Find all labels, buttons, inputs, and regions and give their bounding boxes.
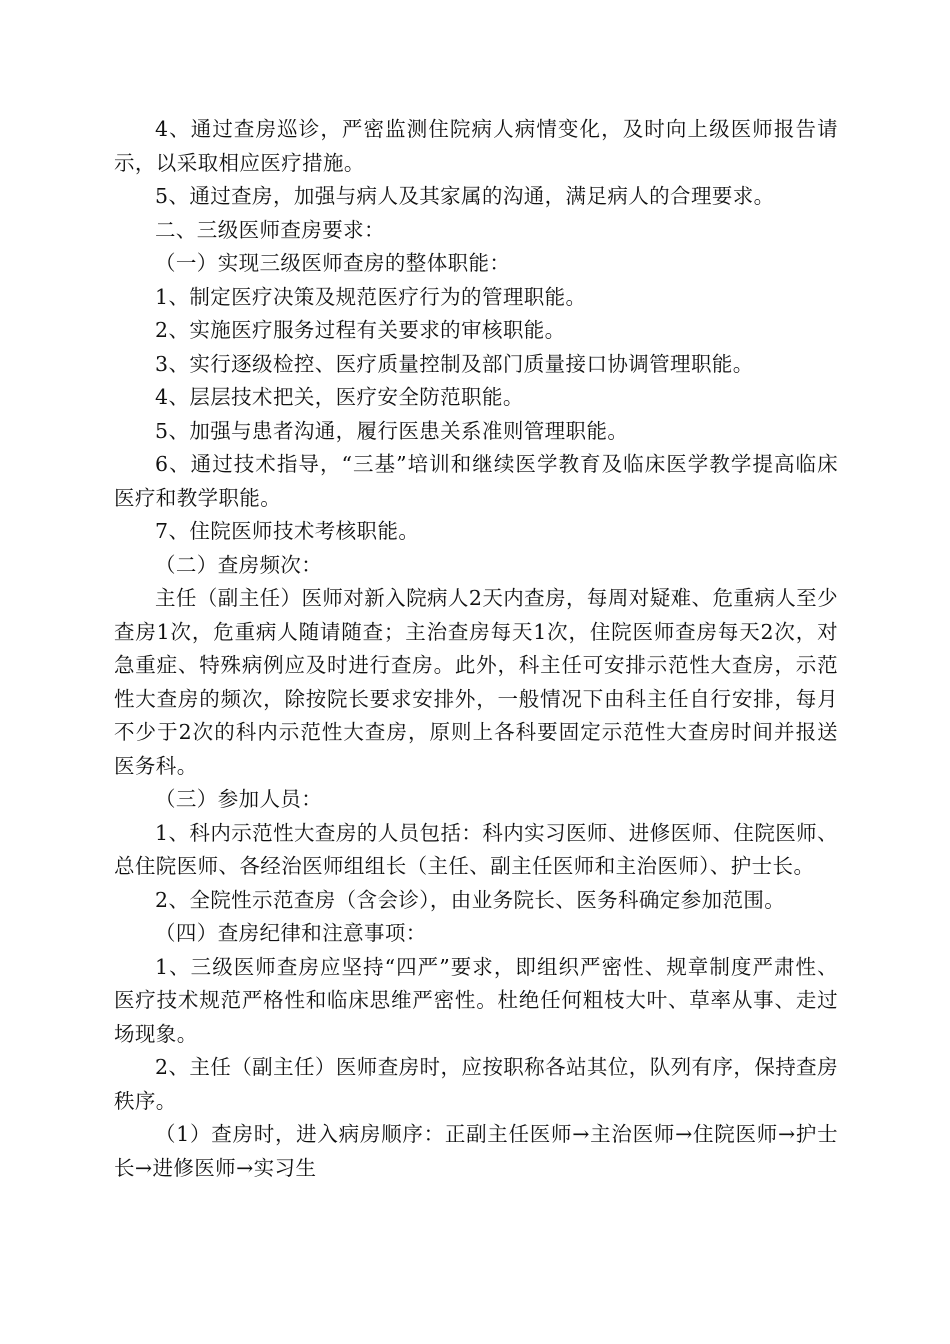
paragraph-20: （1）查房时，进入病房顺序：正副主任医师→主治医师→住院医师→护士长→进修医师→实习生: [114, 1122, 838, 1180]
subsection-heading-1: （一）实现三级医师查房的整体职能：: [155, 251, 511, 275]
paragraph-7: 3、实行逐级检控、医疗质量控制及部门质量接口协调管理职能。: [155, 351, 754, 376]
paragraph-6: 2、实施医疗服务过程有关要求的审核职能。: [155, 318, 566, 342]
paragraph-1: 4、通过查房巡诊，严密监测住院病人病情变化，及时向上级医师报告请示，以采取相应医疗措施。: [114, 117, 838, 175]
paragraph-2: 5、通过查房，加强与病人及其家属的沟通，满足病人的合理要求。: [155, 184, 775, 208]
paragraph-15: 1、科内示范性大查房的人员包括：科内实习医师、进修医师、住院医师、总住院医师、各经治医师组组长（主任、副主任医师和主治医师）、护士长。: [114, 820, 838, 878]
section-heading-2: 二、三级医师查房要求：: [155, 217, 385, 242]
paragraph-18: 1、三级医师查房应坚持“四严”要求，即组织严密性、规章制度严肃性、医疗技术规范严格性和临床思维严密性。杜绝任何粗枝大叶、草率从事、走过场现象。: [114, 954, 838, 1046]
subsection-heading-4: （四）查房纪律和注意事项：: [155, 921, 427, 945]
paragraph-5: 1、制定医疗决策及规范医疗行为的管理职能。: [155, 284, 587, 309]
paragraph-13: 主任（副主任）医师对新入院病人2天内查房，每周对疑难、危重病人至少查房1次，危重病人随请随查；主治查房每天1次，住院医师查房每天2次，对急重症、特殊病例应及时进行查房。此外，科主任可安排示范性大查房，示范性大查房的频次，除按院长要求安排外，一般情况下由科主任自行安排，每月不少于2次的科内示范性大查房，原则上各科要固定示范性大查房时间并报送医务科。: [114, 586, 838, 778]
paragraph-19: 2、主任（副主任）医师查房时，应按职称各站其位，队列有序，保持查房秩序。: [114, 1055, 838, 1113]
subsection-heading-3: （三）参加人员：: [155, 787, 323, 811]
paragraph-8: 4、层层技术把关，医疗安全防范职能。: [155, 385, 524, 409]
paragraph-11: 7、住院医师技术考核职能。: [155, 519, 420, 543]
document-body: [114, 113, 838, 1185]
subsection-heading-2: （二）查房频次：: [155, 552, 323, 577]
paragraph-16: 2、全院性示范查房（含会诊），由业务院长、医务科确定参加范围。: [155, 887, 786, 912]
paragraph-10: 6、通过技术指导，“三基”培训和继续医学教育及临床医学教学提高临床医疗和教学职能。: [114, 452, 838, 510]
paragraph-9: 5、加强与患者沟通，履行医患关系准则管理职能。: [155, 418, 629, 443]
